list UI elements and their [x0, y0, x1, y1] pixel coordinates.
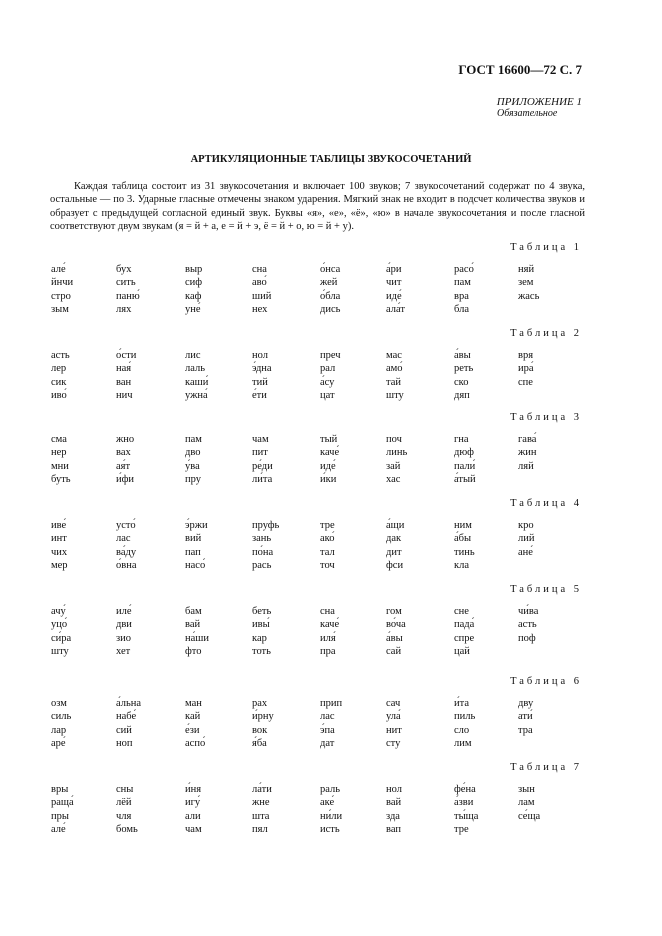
syllable-cell: чам	[185, 823, 202, 835]
syllable-cell: зем	[518, 277, 534, 289]
syllable-cell: вий	[185, 533, 202, 545]
table-column	[320, 783, 382, 836]
syllable-cell: але́	[51, 823, 66, 835]
syllable-cell: ван	[116, 376, 132, 388]
table-column	[116, 605, 178, 658]
syllable-cell: зай	[386, 460, 401, 472]
syllable-cell: мер	[51, 559, 68, 571]
table-column	[51, 263, 113, 316]
syllable-cell: иво́	[51, 389, 67, 401]
table-column	[252, 697, 314, 750]
appendix-label: ПРИЛОЖЕНИЕ 1	[496, 96, 582, 108]
table-column	[252, 519, 314, 572]
syllable-cell: сик	[51, 376, 67, 388]
table-column	[185, 605, 247, 658]
syllable-cell: ира́	[518, 363, 534, 375]
syllable-cell: нич	[116, 389, 133, 401]
syllable-cell: ула́	[386, 711, 401, 723]
table-column	[518, 519, 580, 559]
syllable-cell: тинь	[454, 546, 475, 558]
syllable-cell: сай	[386, 645, 402, 657]
syllable-cell: аре́	[51, 737, 66, 749]
syllable-cell: дву	[518, 698, 534, 709]
table-column	[454, 605, 516, 658]
table-column	[116, 433, 178, 486]
syllable-cell: нол	[252, 350, 268, 361]
syllable-cell: ане́	[518, 546, 533, 558]
syllable-cell: ная́	[116, 363, 132, 375]
table-column	[518, 697, 580, 737]
syllable-cell: рась	[252, 559, 272, 571]
table-column	[51, 697, 113, 750]
syllable-cell: расо́	[454, 264, 474, 275]
table-label: Таблица 6	[510, 676, 582, 687]
table-column	[51, 519, 113, 572]
syllable-cell: а́су	[320, 376, 335, 388]
syllable-cell: жне	[252, 797, 270, 809]
table-column	[185, 263, 247, 316]
table-column	[454, 519, 516, 572]
syllable-cell: прип	[320, 698, 343, 709]
table-column	[320, 697, 382, 750]
syllable-cell: си́ра	[51, 632, 72, 644]
syllable-cell: каши́	[185, 376, 209, 388]
syllable-cell: нол	[386, 784, 402, 795]
table-column	[518, 263, 580, 303]
syllable-cell: сма	[51, 434, 67, 445]
syllable-cell: уцо́	[51, 619, 68, 631]
table-column	[386, 349, 448, 402]
syllable-cell: жей	[320, 277, 338, 289]
syllable-cell: усто́	[116, 520, 136, 531]
table-column	[518, 433, 580, 473]
table-column	[116, 697, 178, 750]
syllable-cell: о́сти	[116, 350, 137, 361]
syllable-cell: але́	[51, 264, 66, 275]
syllable-cell: жась	[518, 290, 540, 302]
table-label: Таблица 4	[510, 498, 582, 509]
syllable-cell: во́ча	[386, 619, 406, 631]
syllable-cell: амо́	[386, 363, 403, 375]
syllable-cell: зио	[116, 632, 132, 644]
syllable-cell: бла	[454, 303, 469, 315]
syllable-cell: а́зви	[454, 797, 474, 809]
syllable-cell: вах	[116, 447, 131, 459]
syllable-cell: е́ти	[252, 389, 267, 401]
syllable-cell: паню́	[116, 290, 140, 302]
table-column	[51, 349, 113, 402]
syllable-cell: лаль	[185, 363, 206, 375]
table-column	[320, 433, 382, 486]
syllable-cell: сло	[454, 724, 470, 736]
syllable-cell: дюф	[454, 447, 474, 459]
table-column	[185, 349, 247, 402]
syllable-cell: а́вы	[454, 350, 471, 361]
syllable-cell: сач	[386, 698, 401, 709]
syllable-cell: вай	[386, 797, 402, 809]
syllable-cell: пра	[320, 645, 336, 657]
syllable-cell: сий	[116, 724, 132, 736]
mandatory-label: Обязательное	[497, 108, 558, 119]
syllable-cell: пит	[252, 447, 268, 459]
table-column	[454, 263, 516, 316]
syllable-cell: у́ва	[185, 460, 200, 472]
syllable-cell: гава́	[518, 434, 537, 445]
syllable-cell: ако́	[320, 533, 335, 545]
table-column	[116, 263, 178, 316]
table-column	[386, 605, 448, 658]
table-column	[518, 783, 580, 823]
syllable-cell: мас	[386, 350, 402, 361]
table-column	[454, 783, 516, 836]
syllable-cell: али	[185, 810, 201, 822]
syllable-cell: пру	[185, 473, 201, 485]
syllable-cell: ты́ща	[454, 810, 479, 822]
syllable-cell: буть	[51, 473, 71, 485]
syllable-cell: игу́	[185, 797, 201, 809]
syllable-cell: чи́ва	[518, 606, 539, 617]
syllable-cell: гна	[454, 434, 469, 445]
document-title: АРТИКУЛЯЦИОННЫЕ ТАБЛИЦЫ ЗВУКОСОЧЕТАНИЙ	[190, 154, 472, 165]
syllable-cell: сиф	[185, 277, 203, 289]
syllable-cell: ачу́	[51, 606, 66, 617]
table-column	[252, 783, 314, 836]
syllable-cell: исть	[320, 823, 340, 835]
syllable-cell: пруфь	[252, 520, 280, 531]
syllable-cell: тый	[320, 434, 338, 445]
syllable-cell: ла́ти	[252, 784, 272, 795]
syllable-cell: а́тый	[454, 473, 476, 485]
syllable-cell: бам	[185, 606, 202, 617]
syllable-cell: и́фи	[116, 473, 135, 485]
syllable-cell: ре́ди	[252, 460, 273, 472]
syllable-cell: иве́	[51, 520, 67, 531]
syllable-cell: ско	[454, 376, 469, 388]
syllable-cell: пали́	[454, 460, 476, 472]
table-column	[252, 433, 314, 486]
syllable-cell: зым	[51, 303, 69, 315]
syllable-cell: пап	[185, 546, 201, 558]
table-column	[386, 519, 448, 572]
syllable-cell: хас	[386, 473, 401, 485]
syllable-table	[51, 605, 571, 661]
syllable-cell: аке́	[320, 797, 335, 809]
syllable-cell: кар	[252, 632, 267, 644]
syllable-cell: ман	[185, 698, 202, 709]
table-column	[116, 519, 178, 572]
syllable-cell: каче́	[320, 447, 340, 459]
table-column	[320, 519, 382, 572]
syllable-cell: тий	[252, 376, 268, 388]
syllable-cell: спе	[518, 376, 533, 388]
table-column	[116, 349, 178, 402]
syllable-cell: по́на	[252, 546, 274, 558]
syllable-cell: ший	[252, 290, 272, 302]
syllable-cell: насо́	[185, 559, 206, 571]
syllable-cell: нер	[51, 447, 67, 459]
syllable-cell: ляй	[518, 460, 534, 472]
syllable-cell: фси	[386, 559, 404, 571]
syllable-cell: силь	[51, 711, 72, 723]
table-label: Таблица 7	[510, 762, 582, 773]
syllable-cell: шту	[51, 645, 69, 657]
syllable-table	[51, 349, 571, 405]
intro-text: Каждая таблица состоит из 31 звукосочетания и включает 100 звуков; 7 звукосочетаний содержат по 4 звука, остальные — по 3. Ударные гласные отмечены знаком ударения. Мягкий знак не входит в подсчет количества звуков и образует с предыдущей согласной единый звук. Буквы «я», «е», «ё», «ю» в начале звукосочетания и после гласной соответствуют двум звукам (я = й + а, е = й + э, ё = й + о, ю = й + у).	[50, 181, 585, 233]
table-column	[518, 349, 580, 389]
syllable-cell: точ	[320, 559, 335, 571]
syllable-cell: а́щи	[386, 520, 405, 531]
syllable-cell: каче́	[320, 619, 340, 631]
syllable-cell: зда	[386, 810, 400, 822]
syllable-cell: пада́	[454, 619, 475, 631]
table-column	[185, 433, 247, 486]
syllable-cell: зын	[518, 784, 535, 795]
table-column	[386, 697, 448, 750]
syllable-cell: дяп	[454, 389, 470, 401]
table-label: Таблица 1	[510, 242, 582, 253]
syllable-cell: фто	[185, 645, 202, 657]
syllable-cell: озм	[51, 698, 67, 709]
syllable-cell: иле́	[116, 606, 132, 617]
syllable-cell: ужна́	[185, 389, 208, 401]
syllable-cell: уне́	[185, 303, 201, 315]
syllable-cell: спре	[454, 632, 475, 644]
syllable-cell: бомь	[116, 823, 138, 835]
syllable-cell: сны	[116, 784, 134, 795]
intro-paragraph	[50, 180, 585, 234]
syllable-cell: сить	[116, 277, 136, 289]
syllable-cell: ати́	[518, 711, 533, 723]
syllable-cell: кла	[454, 559, 470, 571]
syllable-cell: е́зи	[185, 724, 200, 736]
syllable-cell: поч	[386, 434, 402, 445]
syllable-cell: тре	[320, 520, 335, 531]
syllable-cell: иля́	[320, 632, 336, 644]
syllable-cell: и́та	[454, 698, 469, 709]
syllable-cell: вок	[252, 724, 268, 736]
syllable-cell: хет	[116, 645, 131, 657]
table-column	[386, 263, 448, 316]
syllable-cell: выр	[185, 264, 203, 275]
syllable-cell: на́ши	[185, 632, 209, 644]
syllable-cell: э́дна	[252, 363, 272, 375]
syllable-cell: линь	[386, 447, 408, 459]
table-column	[252, 349, 314, 402]
syllable-cell: сту	[386, 737, 401, 749]
syllable-table	[51, 783, 571, 839]
syllable-cell: пам	[185, 434, 202, 445]
syllable-cell: лер	[51, 363, 67, 375]
syllable-cell: беть	[252, 606, 272, 617]
syllable-cell: аво́	[252, 277, 267, 289]
syllable-cell: а́льна	[116, 698, 142, 709]
syllable-cell: цат	[320, 389, 335, 401]
syllable-cell: а́бы	[454, 533, 472, 545]
syllable-cell: иде́	[386, 290, 402, 302]
syllable-cell: я́ба	[252, 737, 267, 749]
syllable-cell: поф	[518, 632, 536, 644]
syllable-cell: тай	[386, 376, 401, 388]
table-column	[518, 605, 580, 645]
syllable-cell: пиль	[454, 711, 476, 723]
syllable-cell: чит	[386, 277, 402, 289]
syllable-cell: нит	[386, 724, 402, 736]
syllable-cell: лам	[518, 797, 535, 809]
syllable-cell: ним	[454, 520, 472, 531]
table-label: Таблица 2	[510, 328, 582, 339]
syllable-cell: няй	[518, 264, 535, 275]
syllable-cell: чам	[252, 434, 269, 445]
syllable-cell: дат	[320, 737, 335, 749]
syllable-cell: асть	[51, 350, 70, 361]
syllable-cell: лях	[116, 303, 132, 315]
table-column	[185, 783, 247, 836]
syllable-cell: чих	[51, 546, 68, 558]
syllable-cell: э́ржи	[185, 520, 208, 531]
syllable-cell: тал	[320, 546, 335, 558]
table-column	[386, 783, 448, 836]
table-column	[51, 783, 113, 836]
syllable-cell: кро	[518, 520, 534, 531]
syllable-cell: чля	[116, 810, 132, 822]
syllable-cell: сна	[320, 606, 335, 617]
syllable-cell: иде́	[320, 460, 336, 472]
syllable-cell: фе́на	[454, 784, 476, 795]
syllable-cell: ивы́	[252, 619, 270, 631]
table-column	[116, 783, 178, 836]
syllable-cell: сна	[252, 264, 267, 275]
syllable-cell: набе́	[116, 711, 137, 723]
syllable-cell: зань	[252, 533, 272, 545]
table-column	[320, 605, 382, 658]
syllable-cell: сне	[454, 606, 469, 617]
syllable-cell: лас	[320, 711, 335, 723]
syllable-cell: жин	[518, 447, 537, 459]
syllable-cell: стро	[51, 290, 71, 302]
syllable-cell: и́ки	[320, 473, 337, 485]
table-column	[51, 433, 113, 486]
syllable-cell: ая́т	[116, 460, 131, 472]
table-column	[454, 349, 516, 402]
table-column	[320, 349, 382, 402]
syllable-cell: раща́	[51, 797, 74, 809]
syllable-cell: рах	[252, 698, 268, 709]
syllable-cell: ноп	[116, 737, 133, 749]
syllable-cell: кай	[185, 711, 201, 723]
syllable-cell: се́ща	[518, 810, 541, 822]
syllable-cell: мни	[51, 460, 69, 472]
syllable-cell: дит	[386, 546, 402, 558]
syllable-cell: ли́та	[252, 473, 273, 485]
syllable-table	[51, 519, 571, 575]
syllable-cell: жно	[116, 434, 135, 445]
syllable-cell: а́ри	[386, 264, 402, 275]
syllable-cell: вра	[454, 290, 469, 302]
table-column	[320, 263, 382, 316]
syllable-cell: э́па	[320, 724, 335, 736]
syllable-cell: лий	[518, 533, 535, 545]
syllable-cell: вры	[51, 784, 69, 795]
syllable-cell: о́вна	[116, 559, 137, 571]
syllable-cell: аспо́	[185, 737, 206, 749]
syllable-cell: асть	[518, 619, 537, 631]
syllable-cell: рал	[320, 363, 336, 375]
syllable-cell: каф	[185, 290, 202, 302]
table-column	[51, 605, 113, 658]
syllable-cell: дви	[116, 619, 132, 631]
syllable-cell: и́ня	[185, 784, 202, 795]
table-column	[185, 697, 247, 750]
syllable-cell: дись	[320, 303, 341, 315]
table-column	[252, 605, 314, 658]
syllable-cell: гом	[386, 606, 402, 617]
syllable-cell: а́вы	[386, 632, 403, 644]
syllable-cell: шту	[386, 389, 404, 401]
syllable-table	[51, 697, 571, 753]
syllable-cell: ва́ду	[116, 546, 137, 558]
syllable-cell: лас	[116, 533, 131, 545]
syllable-cell: тре	[454, 823, 469, 835]
syllable-cell: бух	[116, 264, 132, 275]
syllable-cell: реть	[454, 363, 474, 375]
page-header: ГОСТ 16600—72 С. 7	[458, 62, 582, 77]
table-label: Таблица 3	[510, 412, 582, 423]
syllable-cell: дво	[185, 447, 201, 459]
syllable-cell: преч	[320, 350, 341, 361]
syllable-cell: пам	[454, 277, 471, 289]
syllable-cell: тоть	[252, 645, 271, 657]
syllable-cell: и́рну	[252, 711, 274, 723]
syllable-cell: пял	[252, 823, 268, 835]
syllable-table	[51, 433, 571, 489]
table-column	[185, 519, 247, 572]
table-column	[386, 433, 448, 486]
syllable-cell: ала́т	[386, 303, 405, 315]
syllable-cell: инт	[51, 533, 67, 545]
syllable-cell: вря	[518, 350, 534, 361]
syllable-cell: о́бла	[320, 290, 341, 302]
syllable-cell: о́нса	[320, 264, 341, 275]
table-column	[252, 263, 314, 316]
syllable-cell: шта	[252, 810, 270, 822]
syllable-cell: вап	[386, 823, 401, 835]
syllable-cell: вай	[185, 619, 201, 631]
syllable-cell: дак	[386, 533, 402, 545]
syllable-cell: лёй	[116, 797, 132, 809]
syllable-table	[51, 263, 571, 319]
syllable-cell: лис	[185, 350, 201, 361]
syllable-cell: цай	[454, 645, 470, 657]
syllable-cell: нех	[252, 303, 268, 315]
syllable-cell: йнчи	[51, 277, 74, 289]
syllable-cell: пры	[51, 810, 69, 822]
table-label: Таблица 5	[510, 584, 582, 595]
table-column	[454, 697, 516, 750]
table-column	[454, 433, 516, 486]
syllable-cell: ни́ли	[320, 810, 343, 822]
syllable-cell: лар	[51, 724, 67, 736]
syllable-cell: лим	[454, 737, 472, 749]
syllable-cell: раль	[320, 784, 341, 795]
syllable-cell: тра	[518, 724, 533, 736]
